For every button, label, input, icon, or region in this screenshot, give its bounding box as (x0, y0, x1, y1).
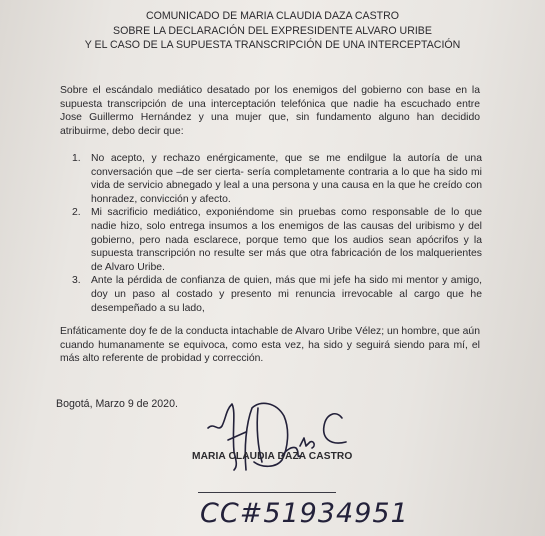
handwritten-id-number: CC#51934951 (200, 498, 409, 529)
closing-paragraph: Enfáticamente doy fe de la conducta intachable de Alvaro Uribe Vélez; un hombre, que aún cuando humanamente se equivoca, como esta vez, ha sido y seguirá siendo para mí, el más alto referente de probidad y corrección. (60, 326, 480, 365)
header-line-2: SOBRE LA DECLARACIÓN DEL EXPRESIDENTE ALVARO URIBE (113, 24, 432, 37)
list-item-text: Mi sacrificio mediático, exponiéndome sin pruebas como responsable de lo que nadie hizo, solo entrega insumos a los enemigos de las causas del uribismo y del gobierno, pero nada esclarece, porque temo que los audios sean apócrifos y la supuesta transcripción no resulte ser más que otra fabricación de los malquerientes de Alvaro Uribe. (91, 207, 482, 273)
signatory-name: MARIA CLAUDIA DAZA CASTRO (192, 451, 353, 462)
list-item-text: No acepto, y rechazo enérgicamente, que se me endilgue la autoría de una conversación que –de ser cierta- sería completamente contraria a lo que ha sido mi vida de servicio abnegado y leal a una persona y una causa en la que he creído con honradez, convicción y afecto. (91, 153, 482, 205)
signature-line (198, 492, 336, 493)
place-and-date: Bogotá, Marzo 9 de 2020. (56, 398, 178, 410)
header-line-1: COMUNICADO DE MARIA CLAUDIA DAZA CASTRO (145, 10, 400, 22)
list-item-text: Ante la pérdida de confianza de quien, más que mi jefe ha sido mi mentor y amigo, doy un paso al costado y presento mi renuncia irrevocable al cargo que he desempeñado a su lado, (91, 275, 482, 314)
intro-paragraph: Sobre el escándalo mediático desatado por los enemigos del gobierno con base en la supuesta transcripción de una interceptación telefónica que nadie ha escuchado entre Jose Guillermo Hernández y una mujer que, sin fundamento alguno han decidido atribuirme, debo decir que: (60, 85, 480, 137)
list-item-number: 1. (72, 153, 81, 164)
list-item-number: 3. (72, 275, 81, 287)
header-line-3: Y EL CASO DE LA SUPUESTA TRANSCRIPCIÓN DE UNA INTERCEPTACIÓN (84, 39, 461, 51)
list-item-number: 2. (72, 207, 81, 219)
